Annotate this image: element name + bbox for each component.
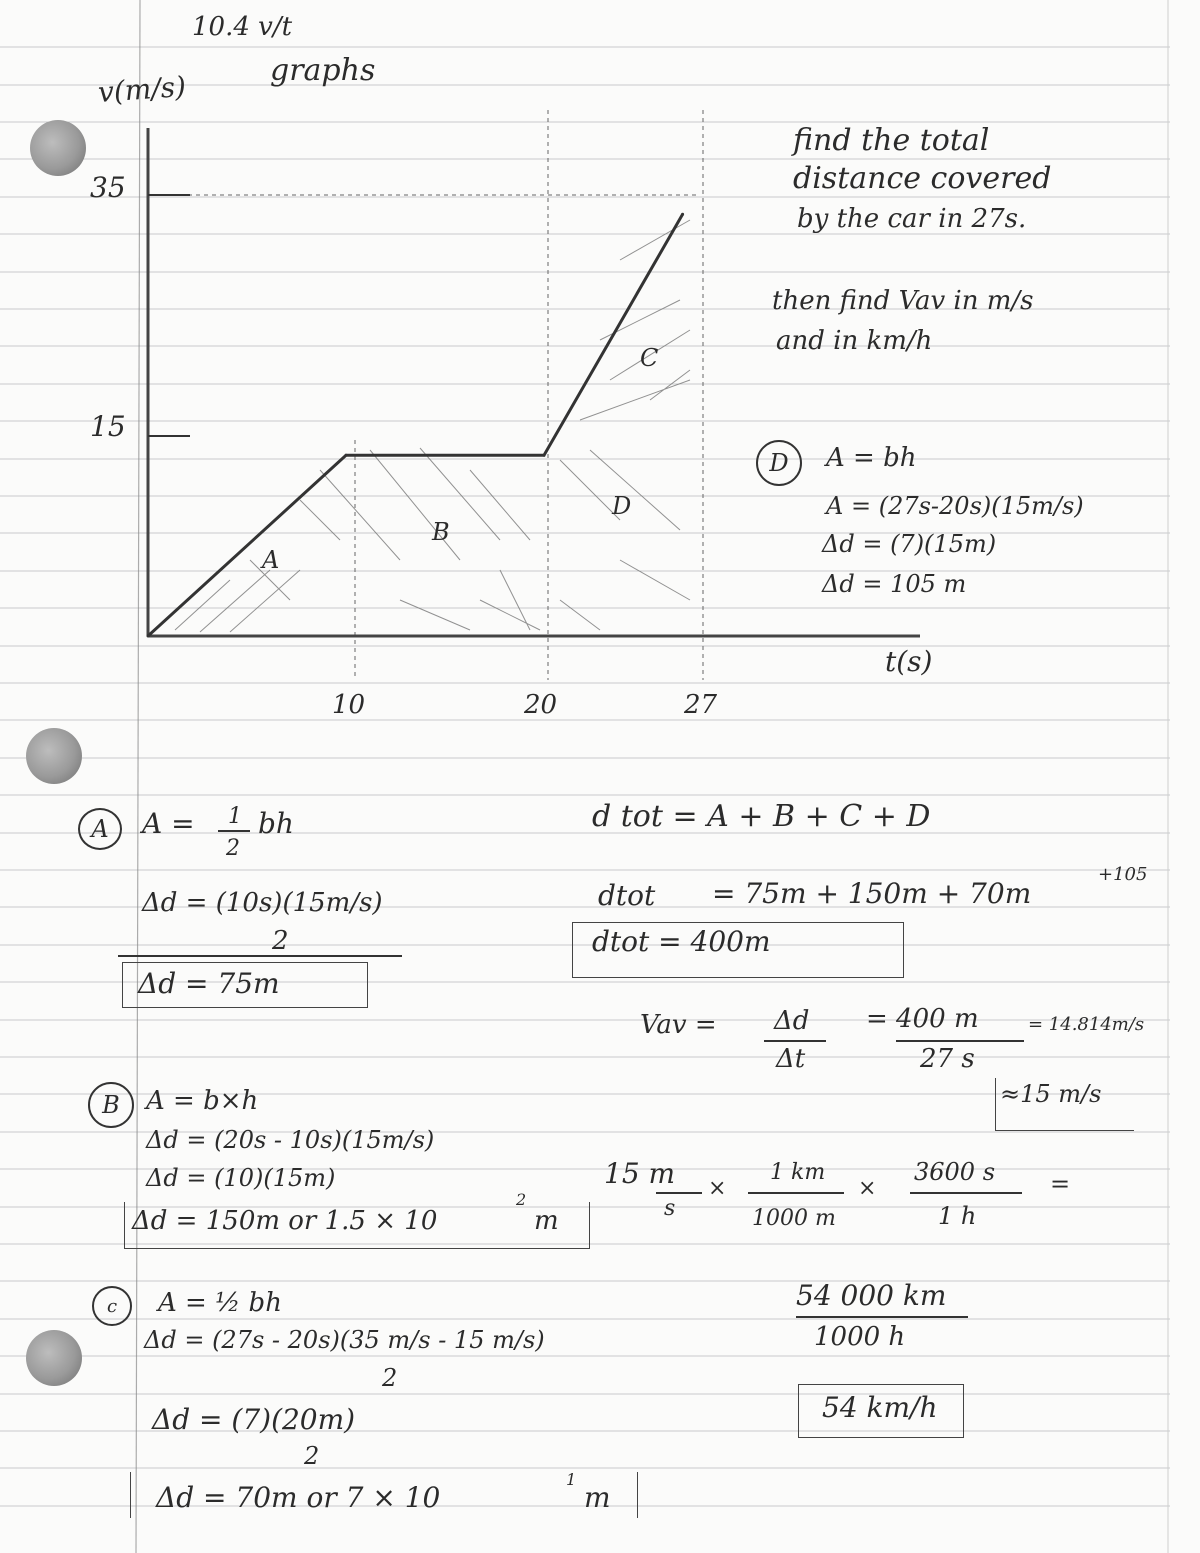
region-c-circle: c <box>92 1286 132 1326</box>
region-c-result: Δd = 70m or 7 × 10 <box>156 1481 441 1514</box>
question-line-1: find the total <box>793 123 990 158</box>
region-b-simplified: Δd = (10)(15m) <box>146 1164 336 1192</box>
y-tick-label-35: 35 <box>90 171 126 204</box>
conversion-factor-2-numerator: 3600 s <box>914 1158 996 1186</box>
region-b-result: Δd = 150m or 1.5 × 10 <box>132 1206 438 1236</box>
conversion-factor-1-bar <box>748 1192 844 1194</box>
region-c-denominator-2: 2 <box>304 1442 320 1470</box>
x-tick-label-27: 27 <box>684 690 718 720</box>
region-label-c: C <box>640 344 659 372</box>
region-a-circle: A <box>78 808 122 850</box>
y-tick-label-15: 15 <box>90 410 126 443</box>
velocity-boxed: ≈15 m/s <box>1000 1080 1102 1108</box>
region-b-circle: B <box>88 1082 134 1128</box>
conversion-factor-1-numerator: 1 km <box>770 1160 826 1185</box>
conversion-final: 54 km/h <box>822 1391 938 1424</box>
total-distance-sum: = 75m + 150m + 70m <box>712 877 1032 910</box>
velocity-numerator: Δd <box>774 1006 810 1036</box>
region-d-formula: A = bh <box>826 443 917 473</box>
conversion-factor-1-denominator: 1000 m <box>752 1206 836 1231</box>
x-axis-label: t(s) <box>885 645 933 678</box>
series-vertex <box>681 213 684 216</box>
conversion-factor-2-denominator: 1 h <box>938 1202 977 1230</box>
region-b-substitution: Δd = (20s - 10s)(15m/s) <box>146 1126 435 1154</box>
region-a-half-bar <box>218 830 250 832</box>
region-a-numerator: Δd = (10s)(15m/s) <box>142 888 383 918</box>
graph-hatching <box>175 220 690 632</box>
region-b-result-unit: m <box>534 1206 559 1236</box>
question-line-3: by the car in 27s. <box>797 204 1027 234</box>
page-subtitle: graphs <box>270 53 376 88</box>
total-distance-annotation: +105 <box>1098 864 1148 885</box>
velocity-lhs: Vav = <box>640 1010 717 1040</box>
velocity-approx: = 14.814m/s <box>1028 1014 1145 1035</box>
series-vertex <box>543 454 546 457</box>
velocity-value-numerator: = 400 m <box>866 1004 979 1034</box>
conversion-value-numerator: 15 m <box>604 1157 676 1190</box>
total-distance-label: dtot <box>598 879 656 912</box>
region-b-formula: A = b×h <box>146 1086 259 1116</box>
region-a-denominator: 2 <box>272 926 289 956</box>
region-c-result-unit: m <box>584 1481 611 1514</box>
total-distance-result: dtot = 400m <box>592 925 771 958</box>
total-distance-equation: d tot = A + B + C + D <box>592 799 931 834</box>
conversion-factor-2-bar <box>910 1192 1022 1194</box>
velocity-fraction-bar <box>764 1040 826 1042</box>
velocity-value-denominator: 27 s <box>920 1044 975 1074</box>
series-vertex <box>147 635 150 638</box>
page-title: 10.4 v/t <box>192 12 293 42</box>
region-a-result: Δd = 75m <box>138 967 280 1000</box>
conversion-times-1: × <box>708 1176 727 1201</box>
region-d-circle: D <box>756 440 802 486</box>
conversion-times-2: × <box>858 1176 877 1201</box>
region-c-denominator-1: 2 <box>382 1364 398 1392</box>
x-tick-label-20: 20 <box>524 690 558 720</box>
x-tick-label-10: 10 <box>332 690 366 720</box>
region-a-formula-tail: bh <box>258 807 294 840</box>
velocity-denominator: Δt <box>776 1044 806 1074</box>
region-c-result-exponent: 1 <box>566 1470 577 1489</box>
region-d-simplified: Δd = (7)(15m) <box>822 530 997 558</box>
question-line-2: distance covered <box>793 161 1052 196</box>
region-a-half-numerator: 1 <box>228 804 242 829</box>
region-d-result: Δd = 105 m <box>822 570 967 598</box>
region-a-fraction-bar <box>118 955 402 957</box>
region-c-formula: A = ½ bh <box>158 1288 282 1318</box>
region-a-half-denominator: 2 <box>226 836 240 861</box>
region-label-d: D <box>612 492 632 520</box>
conversion-result-denominator: 1000 h <box>814 1322 906 1352</box>
conversion-value-denominator: s <box>664 1196 676 1221</box>
graph-gridlines <box>148 110 703 680</box>
series-vertex <box>345 454 348 457</box>
question-followup-1: then find Vav in m/s <box>772 286 1034 316</box>
region-label-b: B <box>432 518 450 546</box>
y-axis-label: v(m/s) <box>96 69 188 110</box>
conversion-result-numerator: 54 000 km <box>796 1279 947 1312</box>
region-b-result-exponent: 2 <box>516 1190 527 1209</box>
region-c-numerator: Δd = (27s - 20s)(35 m/s - 15 m/s) <box>144 1326 545 1354</box>
region-a-formula: A = <box>142 807 195 840</box>
conversion-value-bar <box>656 1192 702 1194</box>
velocity-time-graph <box>0 0 1200 760</box>
region-label-a: A <box>262 546 280 574</box>
binder-hole-bottom <box>26 1330 82 1386</box>
velocity-series-line <box>148 214 683 636</box>
region-c-simplified: Δd = (7)(20m) <box>152 1403 356 1436</box>
question-followup-2: and in km/h <box>776 326 933 356</box>
conversion-result-bar <box>796 1316 968 1318</box>
region-d-substitution: A = (27s-20s)(15m/s) <box>826 492 1084 520</box>
velocity-value-bar <box>896 1040 1024 1042</box>
conversion-equals: = <box>1050 1170 1071 1198</box>
